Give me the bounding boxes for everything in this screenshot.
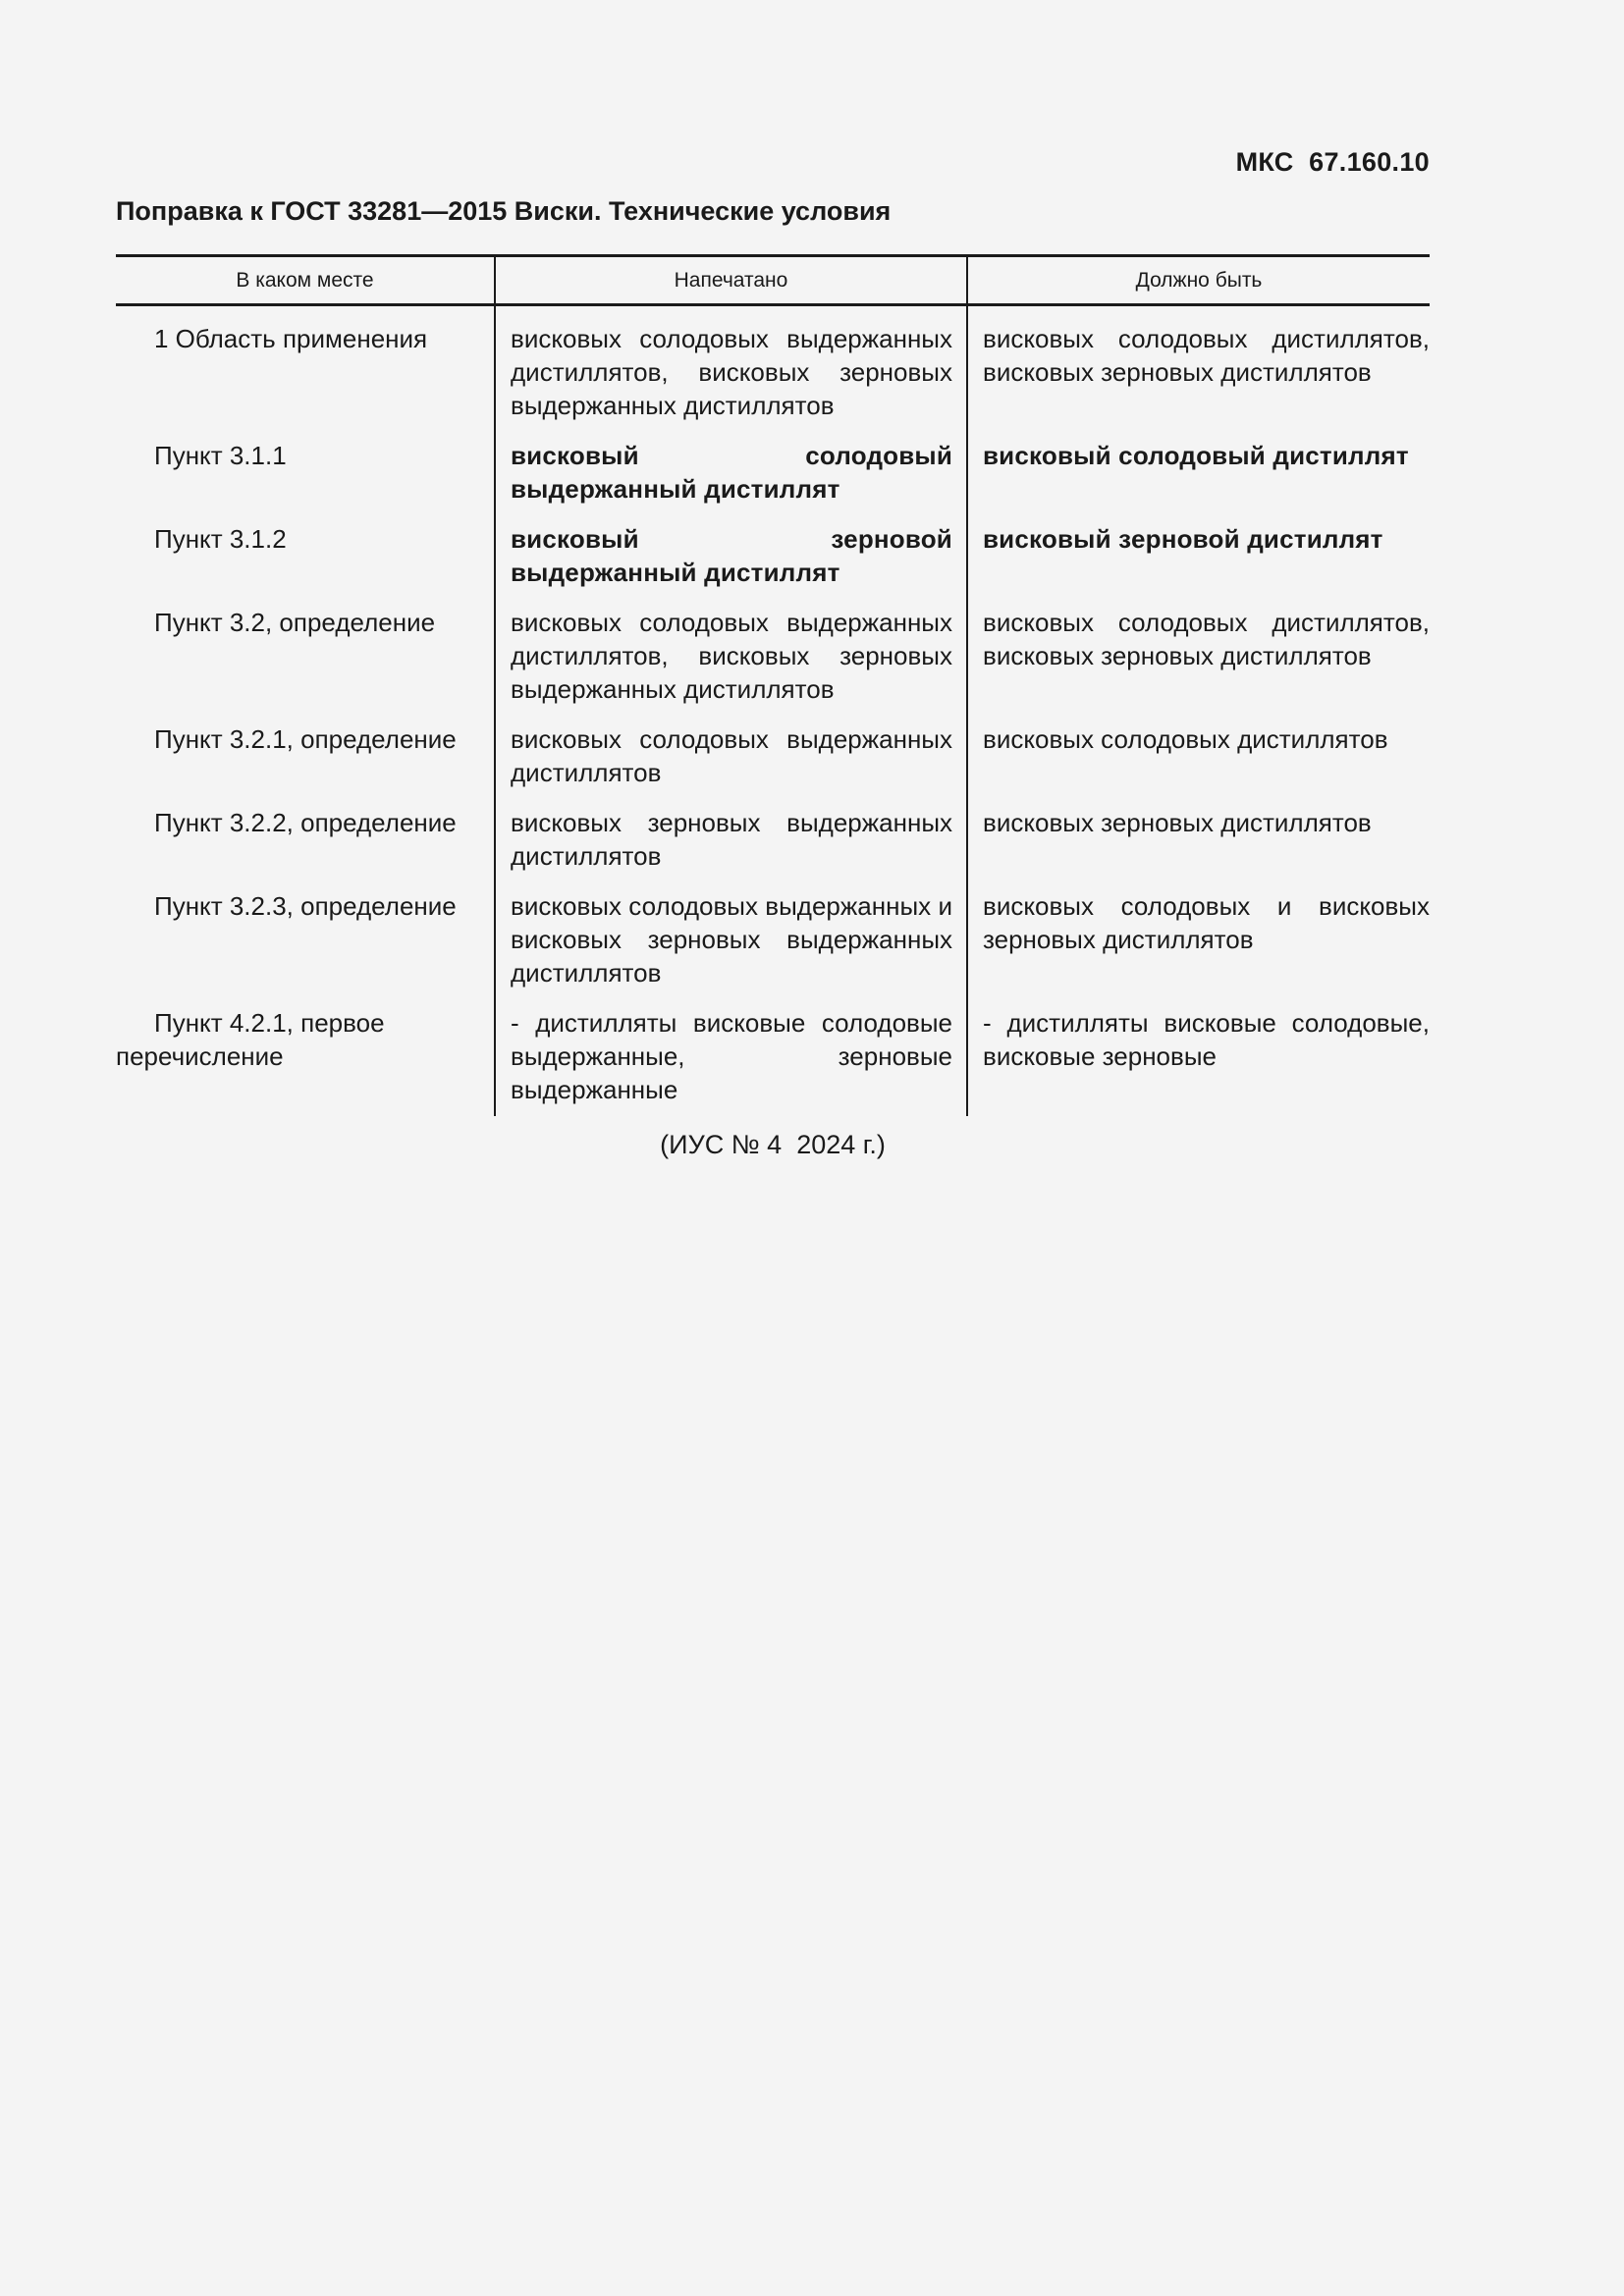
column-header-place: В каком месте	[116, 256, 495, 305]
cell-correct: висковых солодовых дистиллятов, висковых зерновых дистиллятов	[967, 606, 1430, 722]
cell-correct: висковых зерновых дистиллятов	[967, 806, 1430, 889]
classification-code: МКС 67.160.10	[1235, 147, 1430, 177]
table-row	[116, 305, 1430, 440]
cell-printed: - дистилляты висковые солодовые выдержанные, зерновые выдержанные	[495, 1006, 967, 1116]
cell-printed: висковых зерновых выдержанных дистиллятов	[495, 806, 967, 889]
amendment-table	[116, 254, 1430, 1116]
table-row	[116, 806, 1430, 889]
cell-place: Пункт 3.2.1, определение	[154, 724, 457, 754]
table-row	[116, 1006, 1430, 1116]
cell-place: Пункт 3.2.3, определение	[154, 891, 457, 921]
cell-place: Пункт 4.2.1, первое перечисление	[116, 1008, 385, 1071]
cell-correct: висковый зерновой дистиллят	[967, 522, 1430, 606]
cell-correct: висковый солодовый дистиллят	[967, 439, 1430, 522]
table-row	[116, 722, 1430, 806]
cell-place: Пункт 3.1.2	[154, 524, 287, 554]
cell-correct: висковых солодовых дистиллятов, висковых зерновых дистиллятов	[967, 305, 1430, 440]
cell-printed: висковых солодовых выдержанных и висковых зерновых выдержанных дистиллятов	[495, 889, 967, 1006]
table-row	[116, 606, 1430, 722]
cell-place: Пункт 3.1.1	[154, 441, 287, 470]
cell-printed: висковый зерновой выдержанный дистиллят	[495, 522, 967, 606]
cell-printed: висковый солодовый выдержанный дистиллят	[495, 439, 967, 522]
column-header-correct: Должно быть	[967, 256, 1430, 305]
cell-correct: висковых солодовых и висковых зерновых дистиллятов	[967, 889, 1430, 1006]
table-row	[116, 522, 1430, 606]
cell-place: Пункт 3.2, определение	[154, 608, 436, 637]
cell-printed: висковых солодовых выдержанных дистиллятов, висковых зерновых выдержанных дистиллятов	[495, 606, 967, 722]
cell-place: Пункт 3.2.2, определение	[154, 808, 457, 837]
cell-correct: - дистилляты висковые солодовые, висковые зерновые	[967, 1006, 1430, 1116]
table-row	[116, 889, 1430, 1006]
cell-place: 1 Область применения	[154, 324, 428, 353]
cell-printed: висковых солодовых выдержанных дистиллятов	[495, 722, 967, 806]
column-header-printed: Напечатано	[495, 256, 967, 305]
cell-correct: висковых солодовых дистиллятов	[967, 722, 1430, 806]
table-header-row	[116, 256, 1430, 305]
ius-reference: (ИУС № 4 2024 г.)	[660, 1130, 886, 1159]
document-title: Поправка к ГОСТ 33281—2015 Виски. Технические условия	[116, 196, 892, 226]
table-row	[116, 439, 1430, 522]
cell-printed: висковых солодовых выдержанных дистиллятов, висковых зерновых выдержанных дистиллятов	[495, 305, 967, 440]
